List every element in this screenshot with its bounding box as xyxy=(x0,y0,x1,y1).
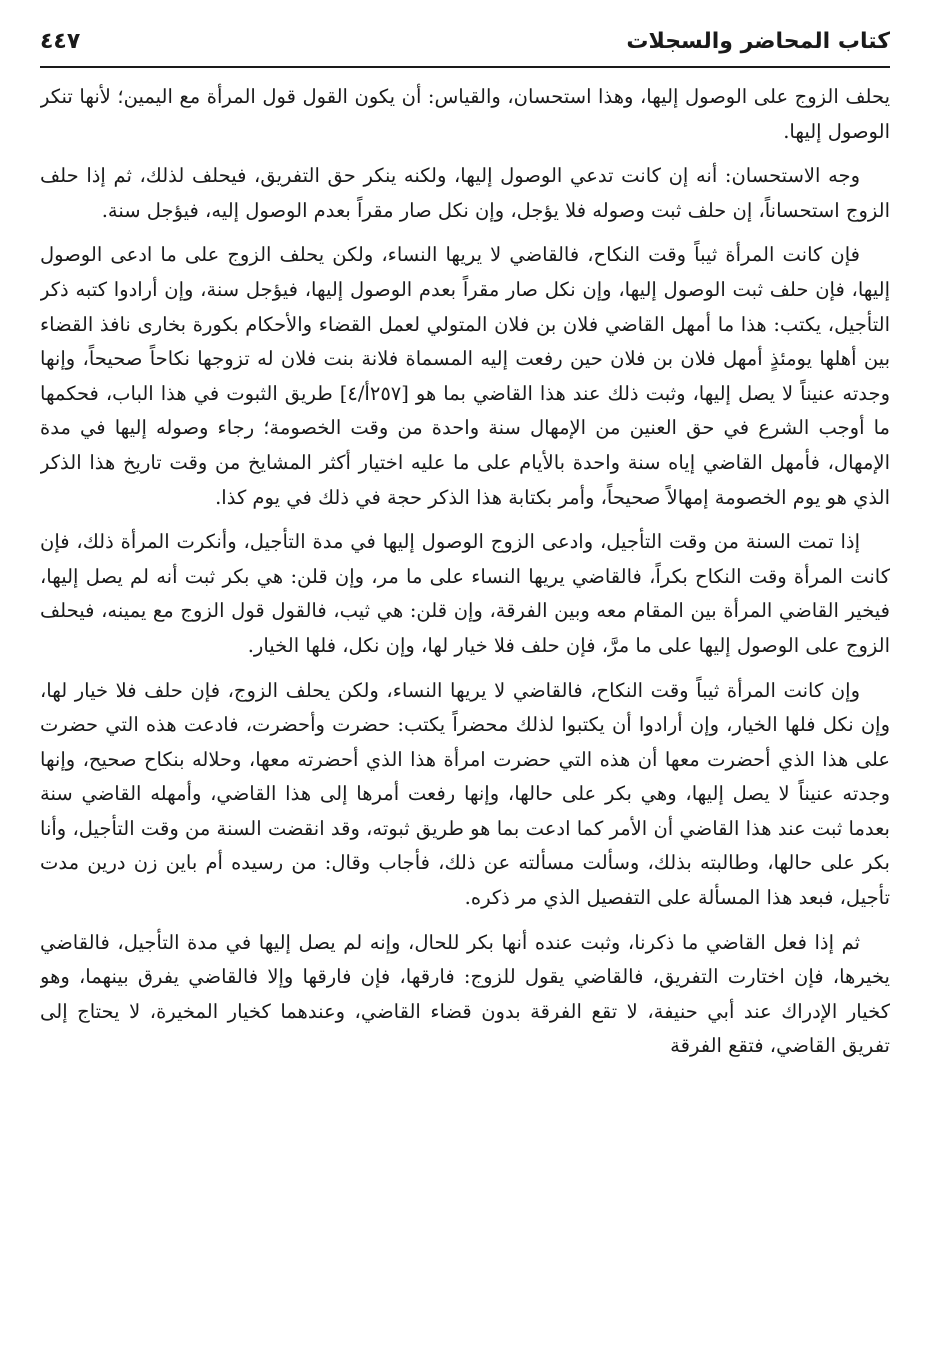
page-number: ٤٤٧ xyxy=(40,29,81,54)
page-header xyxy=(40,26,890,62)
header-rule xyxy=(40,66,890,68)
paragraph-5: وإن كانت المرأة ثيباً وقت النكاح، فالقاضي لا يريها النساء، ولكن يحلف الزوج، فإن حلف فلا خيار لها، وإن نكل فلها الخيار، وإن أرادوا أن يكتبوا لذلك محضراً يكتب: حضرت وأحضرت، فادعت هذه التي حضرت على هذا الذي أحضرت معها أن هذه التي حضرت امرأة هذا الذي أحضرته معها، وحلاله بنكاح صحيح، وإنها وجدته عنيناً لا يصل إليها، وهي بكر على حالها، وإنها رفعت أمرها إلى هذا القاضي، وأمهله القاضي سنة بعدما ثبت عند هذا القاضي أن الأمر كما ادعت بما هو طريق ثبوته، وقد انقضت السنة من وقت التأجيل، وأنا بكر على حالها، وطالبته بذلك، وسألت مسألته عن ذلك، فأجاب وقال: من رسيده أم باين زن درين مدت تأجيل، فبعد هذا المسألة على التفصيل الذي مر ذكره. xyxy=(40,678,890,910)
paragraph-2: وجه الاستحسان: أنه إن كانت تدعي الوصول إليها، ولكنه ينكر حق التفريق، فيحلف لذلك، ثم إذا حلف الزوج استحساناً، إن حلف ثبت وصوله فلا يؤجل، وإن نكل صار مقراً بعدم الوصول إليه، فيؤجل سنة. xyxy=(40,164,890,222)
paragraph-3: فإن كانت المرأة ثيباً وقت النكاح، فالقاضي لا يريها النساء، ولكن يحلف الزوج على ما ادعى الوصول إليها، فإن حلف ثبت الوصول إليها، وإن نكل صار مقراً بعدم الوصول إليها، فيؤجل سنة، وإن أرادوا كتبه ذكر التأجيل، يكتب: هذا ما أمهل القاضي فلان بن فلان المتولي لعمل القضاء والأحكام بكورة بخارى نافذ القضاء بين أهلها يومئذٍ أمهل فلان بن فلان حين رفعت إليه المسماة فلانة بنت فلان له تزوجها نكاحاً صحيحاً، وإنها وجدته عنيناً لا يصل إليها، وثبت ذلك عند هذا القاضي بما هو [٢٥٧أ/٤] طريق الثبوت في هذا الباب، فحكمها ما أوجب الشرع في حق العنين من الإمهال سنة واحدة من وقت الخصومة؛ رجاء وصوله إليها في مدة الإمهال، فأمهل القاضي إياه سنة واحدة بالأيام على ما عليه اختيار أكثر المشايخ من وقت تاريخ هذا الذكر الذي هو يوم الخصومة إمهالاً صحيحاً، وأمر بكتابة هذا الذكر حجة في ذلك في يوم كذا. xyxy=(40,243,890,509)
paragraph-6: ثم إذا فعل القاضي ما ذكرنا، وثبت عنده أنها بكر للحال، وإنه لم يصل إليها في مدة التأجيل، فالقاضي يخيرها، فإن اختارت التفريق، فالقاضي يقول للزوج: فارقها، فإن فارقها وإلا فالقاضي يفرق بينهما، وهو كخيار الإدراك عند أبي حنيفة، لا تقع الفرقة بدون قضاء القاضي، وعندهما كخيار المخيرة، لا يحتاج إلى تفريق القاضي، فتقع الفرقة xyxy=(40,930,890,1058)
paragraph-1: يحلف الزوج على الوصول إليها، وهذا استحسان، والقياس: أن يكون القول قول المرأة مع اليمين؛ لأنها تنكر الوصول إليها. xyxy=(40,85,890,143)
book-page xyxy=(40,26,890,1346)
book-title: كتاب المحاضر والسجلات xyxy=(626,29,890,54)
paragraph-4: إذا تمت السنة من وقت التأجيل، وادعى الزوج الوصول إليها في مدة التأجيل، وأنكرت المرأة ذلك، فإن كانت المرأة وقت النكاح بكراً، فالقاضي يريها النساء على ما مر، وإن قلن: هي بكر ثبت أنه لم يصل إليها، فيخير القاضي المرأة بين المقام معه وبين الفرقة، وإن قلن: هي ثيب، فالقول قول الزوج مع يمينه، فيحلف الزوج على الوصول إليها على ما مرَّ، فإن حلف فلا خيار لها، وإن نكل، فلها الخيار. xyxy=(40,530,890,657)
page-body xyxy=(40,80,890,1064)
